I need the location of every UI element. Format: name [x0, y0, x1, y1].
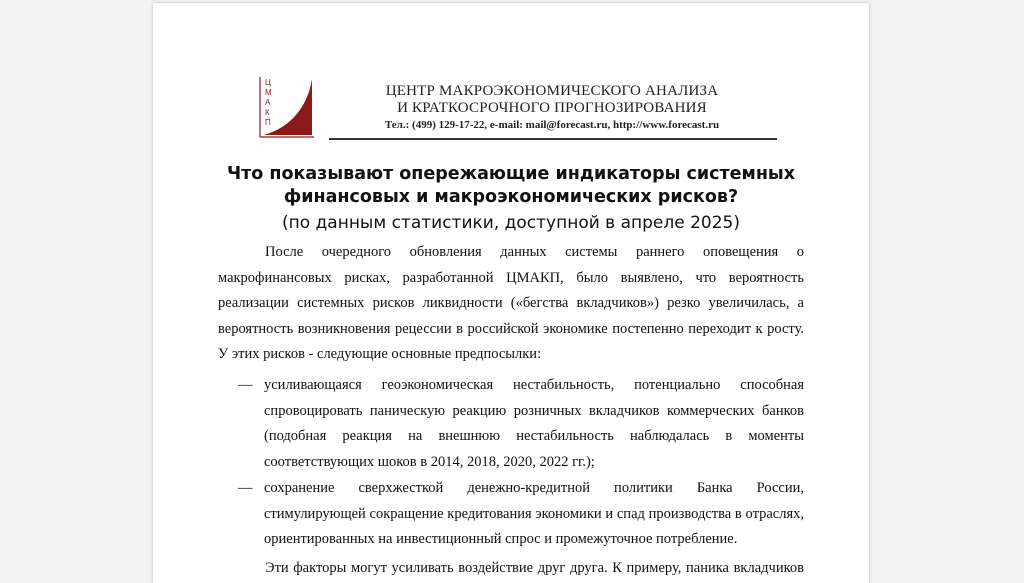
organization-header — [327, 83, 777, 132]
logo-letter: М — [265, 88, 272, 97]
title-line2: финансовых и макроэкономических рисков? — [283, 187, 739, 207]
logo-letter: А — [265, 98, 271, 107]
list-item — [238, 476, 804, 553]
intro-paragraph-block — [218, 240, 804, 368]
bullet-text: сохранение сверхжесткой денежно-кредитной политики Банка России, стимулирующей сокращение кредитования экономики и спад производства в отраслях, ориентированных на инвестиционный спрос и промежуточное потребление. — [264, 480, 804, 547]
bullet-dash: — — [238, 377, 253, 393]
logo-graphic — [256, 75, 316, 139]
cmakp-logo — [256, 75, 316, 139]
org-name-line1: ЦЕНТР МАКРОЭКОНОМИЧЕСКОГО АНАЛИЗА — [385, 83, 719, 99]
logo-letter: П — [265, 118, 271, 127]
logo-letter: К — [265, 108, 270, 117]
header-divider — [329, 138, 777, 140]
document-title — [213, 163, 809, 209]
bullet-text: усиливающаяся геоэкономическая нестабильность, потенциально способная спровоцировать паническую реакцию розничных вкладчиков коммерческих банков (подобная реакция на внешнюю нестабильность наблюдалась в моменты соответствующих шоков в 2014, 2018, 2020, 2022 гг.); — [264, 377, 804, 470]
list-item — [238, 373, 804, 475]
org-contacts: Тел.: (499) 129-17-22, e-mail: mail@forecast.ru, http://www.forecast.ru — [384, 119, 720, 131]
bullet-dash: — — [238, 480, 253, 496]
intro-paragraph: После очередного обновления данных системы раннего оповещения о макрофинансовых рисках, разработанной ЦМАКП, было выявлено, что вероятность реализации системных рисков ликвидности («бегства вкладчиков») резко увеличилась, а вероятность возникновения рецессии в российской экономике постепенно переходит к росту. У этих рисков - следующие основные предпосылки: — [218, 244, 804, 362]
title-line1: Что показывают опережающие индикаторы системных — [226, 164, 796, 184]
followup-paragraph: Эти факторы могут усиливать воздействие друг друга. К примеру, паника вкладчиков — [265, 560, 804, 576]
org-name-line2: И КРАТКОСРОЧНОГО ПРОГНОЗИРОВАНИЯ — [397, 100, 707, 116]
document-page — [153, 3, 869, 583]
document-subtitle: (по данным статистики, доступной в апреле 2025) — [281, 213, 741, 233]
logo-letter: Ц — [265, 78, 271, 87]
risk-factors-list — [238, 373, 804, 554]
